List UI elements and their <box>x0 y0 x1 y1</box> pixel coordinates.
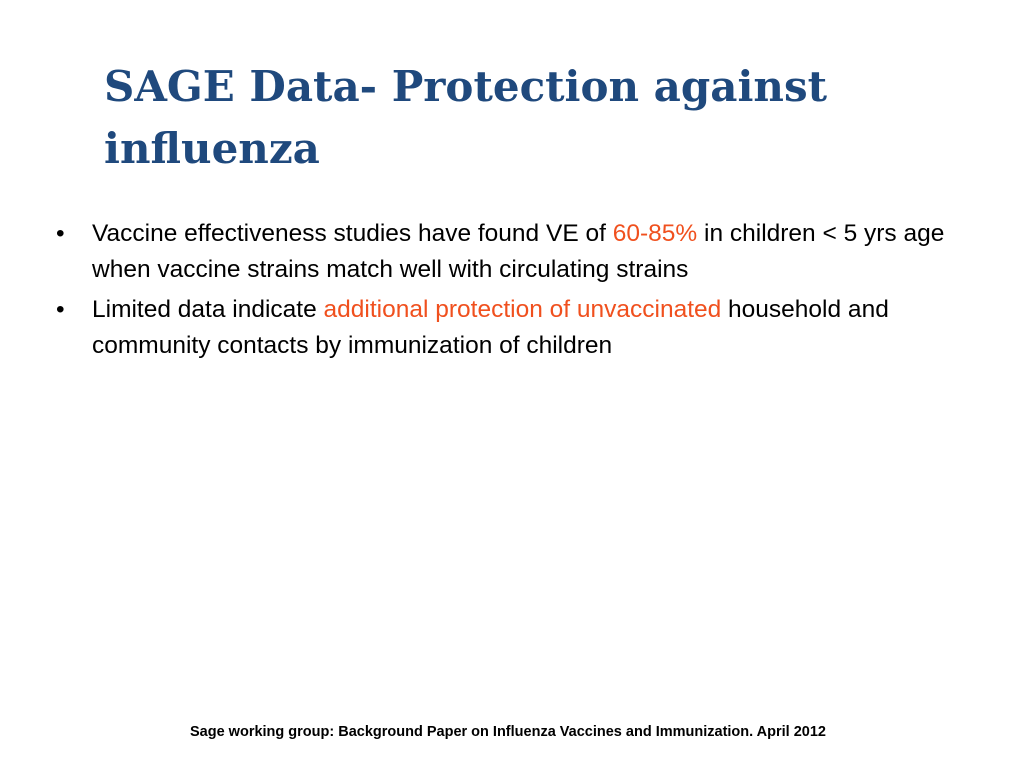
bullet-text-before: Limited data indicate <box>92 296 324 323</box>
bullet-text-before: Vaccine effectiveness studies have found VE of <box>92 220 613 247</box>
bullet-list <box>56 216 956 368</box>
bullet-highlight: additional protection of unvaccinated <box>323 296 722 323</box>
bullet-marker: • <box>56 296 65 323</box>
bullet-text-after: in children < 5 yrs age when vaccine strains match well with circulating strains <box>92 220 945 283</box>
bullet-item-1 <box>56 216 956 288</box>
bullet-marker: • <box>56 220 65 247</box>
bullet-highlight: 60-85% <box>612 220 698 247</box>
bullet-text-after: household and community contacts by immunization of children <box>92 296 889 359</box>
bullet-item-2 <box>56 292 956 364</box>
source-citation: Sage working group: Background Paper on Influenza Vaccines and Immunization. April 2012 <box>190 724 826 740</box>
slide-title: SAGE Data- Protection against influenza <box>104 62 828 173</box>
